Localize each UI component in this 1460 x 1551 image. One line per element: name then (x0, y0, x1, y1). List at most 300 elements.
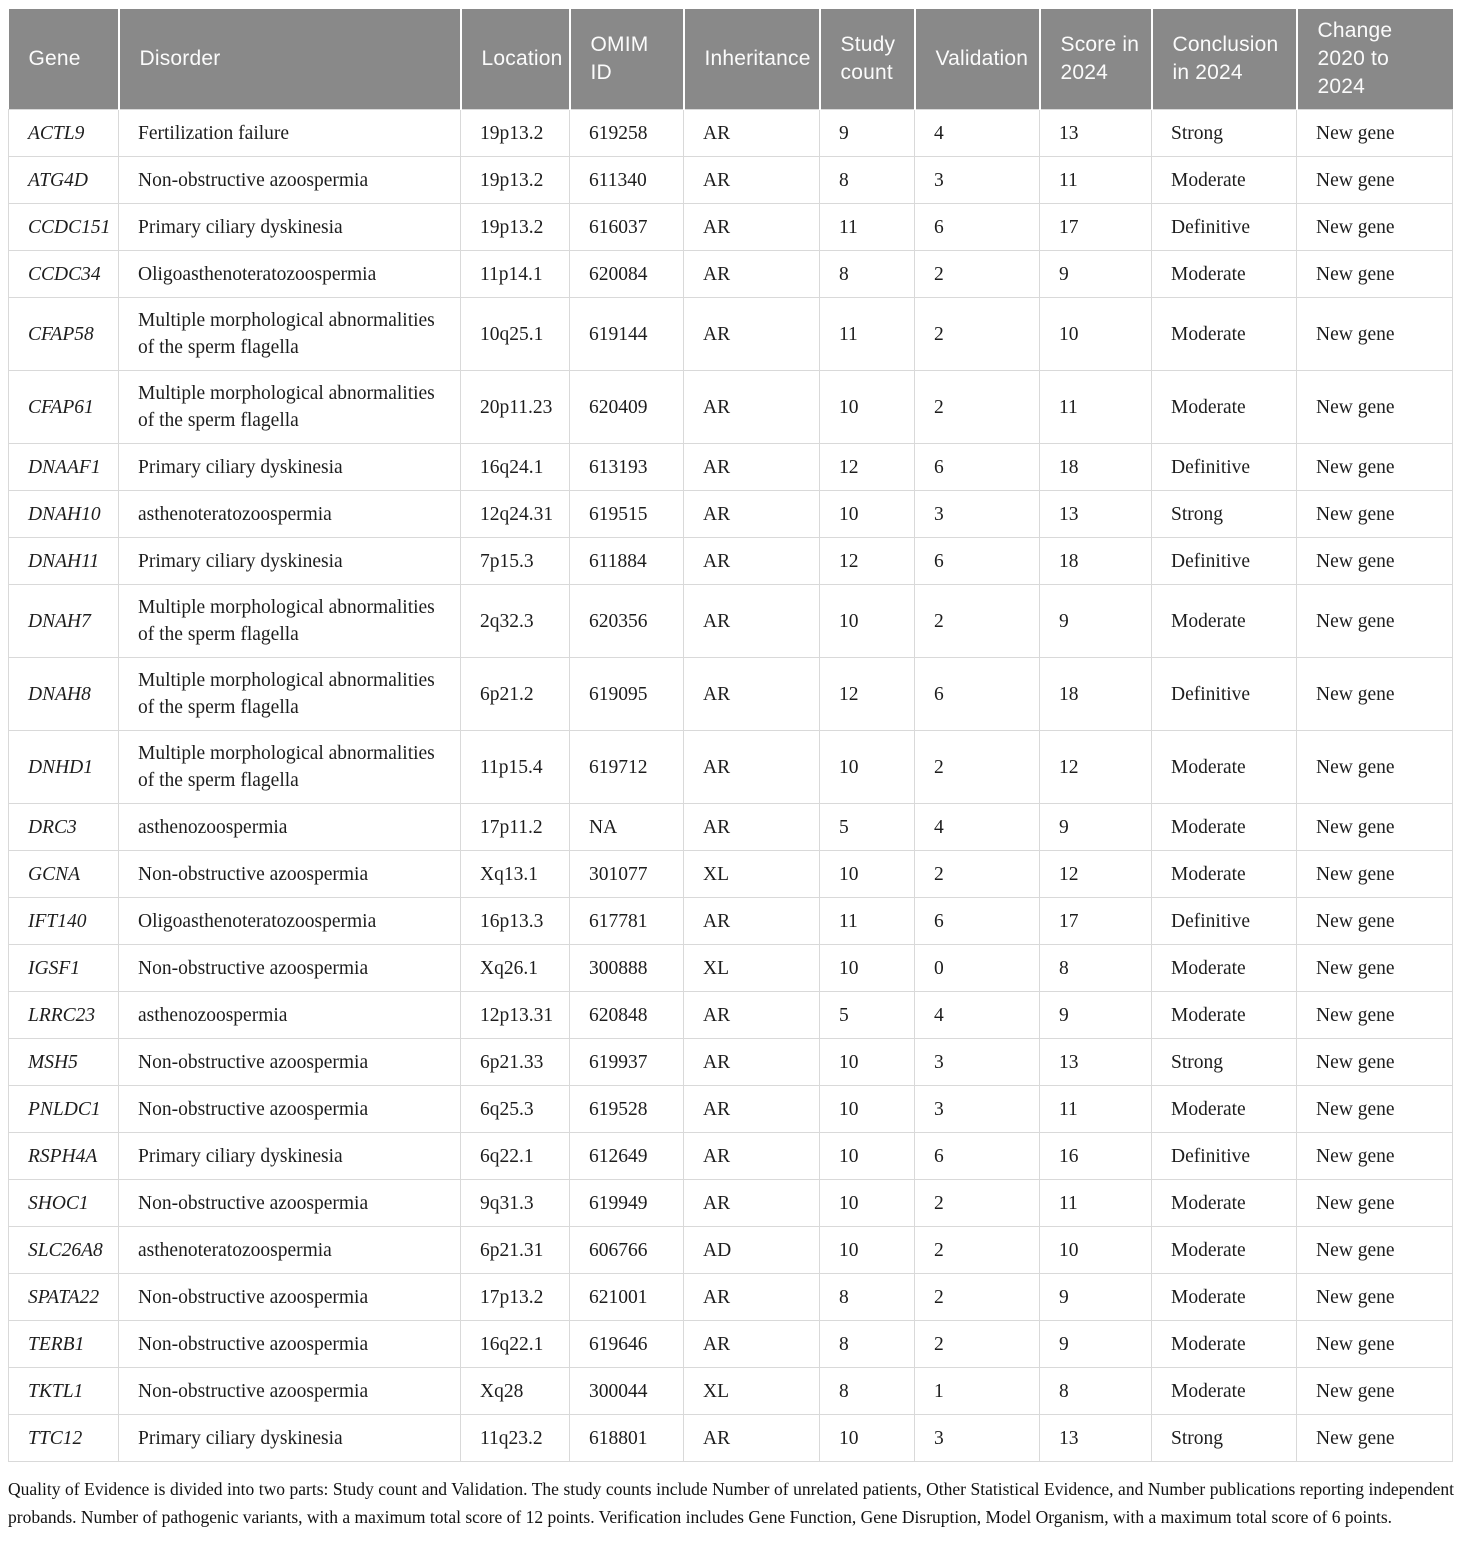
cell-disorder: asthenoteratozoospermia (119, 491, 461, 538)
cell-location: 11p14.1 (461, 251, 570, 298)
cell-gene: SPATA22 (9, 1274, 119, 1321)
cell-conclusion_2024: Moderate (1152, 157, 1297, 204)
cell-change_2020_2024: New gene (1297, 731, 1453, 804)
cell-study_count: 8 (820, 1368, 915, 1415)
cell-disorder: Multiple morphological abnormalities of the sperm flagella (119, 298, 461, 371)
cell-validation: 3 (915, 491, 1040, 538)
cell-inheritance: AR (684, 1086, 820, 1133)
cell-score_2024: 13 (1040, 1039, 1152, 1086)
cell-study_count: 12 (820, 658, 915, 731)
cell-validation: 2 (915, 585, 1040, 658)
cell-disorder: Primary ciliary dyskinesia (119, 1133, 461, 1180)
cell-inheritance: AR (684, 110, 820, 157)
cell-gene: GCNA (9, 851, 119, 898)
cell-change_2020_2024: New gene (1297, 1415, 1453, 1462)
cell-gene: IFT140 (9, 898, 119, 945)
cell-disorder: Non-obstructive azoospermia (119, 851, 461, 898)
cell-score_2024: 8 (1040, 1368, 1152, 1415)
cell-omim_id: NA (570, 804, 684, 851)
cell-omim_id: 620848 (570, 992, 684, 1039)
cell-gene: TERB1 (9, 1321, 119, 1368)
cell-disorder: asthenozoospermia (119, 992, 461, 1039)
cell-omim_id: 619712 (570, 731, 684, 804)
cell-study_count: 10 (820, 1180, 915, 1227)
cell-inheritance: AR (684, 1415, 820, 1462)
cell-conclusion_2024: Moderate (1152, 992, 1297, 1039)
cell-location: 19p13.2 (461, 110, 570, 157)
table-row (9, 157, 1453, 204)
cell-study_count: 10 (820, 851, 915, 898)
cell-inheritance: AR (684, 804, 820, 851)
cell-change_2020_2024: New gene (1297, 992, 1453, 1039)
cell-inheritance: AR (684, 1133, 820, 1180)
cell-inheritance: AR (684, 992, 820, 1039)
cell-change_2020_2024: New gene (1297, 1227, 1453, 1274)
column-header-inheritance: Inheritance (684, 9, 820, 110)
cell-validation: 2 (915, 851, 1040, 898)
table-row (9, 251, 1453, 298)
cell-inheritance: AR (684, 1321, 820, 1368)
cell-conclusion_2024: Moderate (1152, 1274, 1297, 1321)
cell-score_2024: 9 (1040, 992, 1152, 1039)
cell-gene: IGSF1 (9, 945, 119, 992)
cell-change_2020_2024: New gene (1297, 298, 1453, 371)
cell-disorder: Primary ciliary dyskinesia (119, 444, 461, 491)
table-row (9, 804, 1453, 851)
cell-omim_id: 619646 (570, 1321, 684, 1368)
cell-disorder: Oligoasthenoteratozoospermia (119, 898, 461, 945)
cell-location: 17p13.2 (461, 1274, 570, 1321)
cell-study_count: 10 (820, 1086, 915, 1133)
cell-score_2024: 11 (1040, 157, 1152, 204)
cell-change_2020_2024: New gene (1297, 538, 1453, 585)
cell-gene: LRRC23 (9, 992, 119, 1039)
cell-inheritance: XL (684, 945, 820, 992)
cell-conclusion_2024: Strong (1152, 110, 1297, 157)
cell-validation: 2 (915, 371, 1040, 444)
cell-gene: CFAP58 (9, 298, 119, 371)
cell-conclusion_2024: Strong (1152, 491, 1297, 538)
cell-validation: 6 (915, 538, 1040, 585)
cell-gene: SLC26A8 (9, 1227, 119, 1274)
column-header-validation: Validation (915, 9, 1040, 110)
cell-inheritance: AR (684, 251, 820, 298)
cell-location: 6p21.33 (461, 1039, 570, 1086)
cell-disorder: Multiple morphological abnormalities of the sperm flagella (119, 585, 461, 658)
cell-inheritance: AR (684, 585, 820, 658)
cell-disorder: Multiple morphological abnormalities of the sperm flagella (119, 731, 461, 804)
cell-omim_id: 621001 (570, 1274, 684, 1321)
cell-omim_id: 300888 (570, 945, 684, 992)
cell-study_count: 10 (820, 945, 915, 992)
cell-omim_id: 619515 (570, 491, 684, 538)
cell-location: 7p15.3 (461, 538, 570, 585)
cell-location: 6p21.31 (461, 1227, 570, 1274)
cell-omim_id: 619528 (570, 1086, 684, 1133)
table-row (9, 371, 1453, 444)
cell-validation: 6 (915, 898, 1040, 945)
table-header (9, 9, 1453, 110)
cell-study_count: 5 (820, 992, 915, 1039)
cell-validation: 4 (915, 992, 1040, 1039)
cell-location: 19p13.2 (461, 204, 570, 251)
cell-score_2024: 11 (1040, 1180, 1152, 1227)
cell-validation: 3 (915, 1415, 1040, 1462)
cell-omim_id: 619949 (570, 1180, 684, 1227)
cell-validation: 2 (915, 1321, 1040, 1368)
cell-validation: 6 (915, 658, 1040, 731)
cell-score_2024: 10 (1040, 298, 1152, 371)
cell-gene: CCDC151 (9, 204, 119, 251)
cell-conclusion_2024: Definitive (1152, 898, 1297, 945)
cell-study_count: 10 (820, 1039, 915, 1086)
cell-conclusion_2024: Moderate (1152, 251, 1297, 298)
cell-score_2024: 10 (1040, 1227, 1152, 1274)
cell-conclusion_2024: Moderate (1152, 298, 1297, 371)
cell-gene: DNAH10 (9, 491, 119, 538)
table-row (9, 1321, 1453, 1368)
cell-location: 6q22.1 (461, 1133, 570, 1180)
cell-gene: ATG4D (9, 157, 119, 204)
cell-score_2024: 11 (1040, 371, 1152, 444)
cell-omim_id: 611884 (570, 538, 684, 585)
cell-omim_id: 619258 (570, 110, 684, 157)
cell-validation: 2 (915, 731, 1040, 804)
cell-change_2020_2024: New gene (1297, 1086, 1453, 1133)
cell-conclusion_2024: Moderate (1152, 371, 1297, 444)
cell-gene: SHOC1 (9, 1180, 119, 1227)
cell-validation: 4 (915, 110, 1040, 157)
cell-conclusion_2024: Definitive (1152, 1133, 1297, 1180)
cell-inheritance: AR (684, 731, 820, 804)
cell-validation: 6 (915, 1133, 1040, 1180)
table-row (9, 1133, 1453, 1180)
cell-study_count: 8 (820, 1274, 915, 1321)
cell-validation: 6 (915, 204, 1040, 251)
cell-disorder: Oligoasthenoteratozoospermia (119, 251, 461, 298)
cell-study_count: 10 (820, 371, 915, 444)
cell-study_count: 12 (820, 538, 915, 585)
cell-location: 10q25.1 (461, 298, 570, 371)
cell-disorder: Fertilization failure (119, 110, 461, 157)
cell-conclusion_2024: Moderate (1152, 945, 1297, 992)
cell-study_count: 8 (820, 251, 915, 298)
cell-disorder: Non-obstructive azoospermia (119, 1368, 461, 1415)
cell-omim_id: 617781 (570, 898, 684, 945)
table-row (9, 204, 1453, 251)
column-header-score_2024: Score in 2024 (1040, 9, 1152, 110)
cell-disorder: Multiple morphological abnormalities of the sperm flagella (119, 658, 461, 731)
cell-inheritance: AR (684, 491, 820, 538)
cell-conclusion_2024: Strong (1152, 1039, 1297, 1086)
cell-conclusion_2024: Moderate (1152, 851, 1297, 898)
cell-omim_id: 300044 (570, 1368, 684, 1415)
cell-score_2024: 18 (1040, 538, 1152, 585)
cell-location: 11q23.2 (461, 1415, 570, 1462)
cell-change_2020_2024: New gene (1297, 898, 1453, 945)
cell-inheritance: XL (684, 1368, 820, 1415)
cell-score_2024: 9 (1040, 585, 1152, 658)
cell-validation: 4 (915, 804, 1040, 851)
cell-study_count: 11 (820, 204, 915, 251)
cell-omim_id: 620356 (570, 585, 684, 658)
cell-gene: MSH5 (9, 1039, 119, 1086)
cell-omim_id: 613193 (570, 444, 684, 491)
cell-validation: 3 (915, 1039, 1040, 1086)
cell-score_2024: 18 (1040, 658, 1152, 731)
cell-score_2024: 13 (1040, 110, 1152, 157)
cell-location: 16q24.1 (461, 444, 570, 491)
cell-gene: TTC12 (9, 1415, 119, 1462)
cell-conclusion_2024: Moderate (1152, 1180, 1297, 1227)
cell-score_2024: 12 (1040, 731, 1152, 804)
cell-disorder: Non-obstructive azoospermia (119, 1086, 461, 1133)
cell-omim_id: 616037 (570, 204, 684, 251)
cell-validation: 2 (915, 1227, 1040, 1274)
cell-disorder: asthenoteratozoospermia (119, 1227, 461, 1274)
cell-gene: DNHD1 (9, 731, 119, 804)
cell-change_2020_2024: New gene (1297, 1180, 1453, 1227)
cell-omim_id: 619144 (570, 298, 684, 371)
table-row (9, 1086, 1453, 1133)
cell-disorder: Primary ciliary dyskinesia (119, 538, 461, 585)
cell-conclusion_2024: Moderate (1152, 1227, 1297, 1274)
table-body (9, 110, 1453, 1462)
cell-inheritance: AR (684, 1039, 820, 1086)
cell-study_count: 10 (820, 491, 915, 538)
cell-disorder: Multiple morphological abnormalities of the sperm flagella (119, 371, 461, 444)
cell-study_count: 10 (820, 1227, 915, 1274)
cell-gene: DNAAF1 (9, 444, 119, 491)
cell-gene: PNLDC1 (9, 1086, 119, 1133)
table-row (9, 992, 1453, 1039)
cell-inheritance: AR (684, 1274, 820, 1321)
cell-score_2024: 13 (1040, 491, 1152, 538)
cell-study_count: 11 (820, 298, 915, 371)
cell-conclusion_2024: Moderate (1152, 1368, 1297, 1415)
cell-validation: 2 (915, 1274, 1040, 1321)
cell-validation: 2 (915, 251, 1040, 298)
table-row (9, 585, 1453, 658)
cell-study_count: 5 (820, 804, 915, 851)
cell-change_2020_2024: New gene (1297, 157, 1453, 204)
table-footnote: Quality of Evidence is divided into two parts: Study count and Validation. The study counts include Number of unrelated patients, Other Statistical Evidence, and Number publications reporting independent probands. Number of pathogenic variants, with a maximum total score of 12 points. Verification includes Gene Function, Gene Disruption, Model Organism, with a maximum total score of 6 points. (8, 1479, 1454, 1527)
cell-gene: ACTL9 (9, 110, 119, 157)
cell-location: 16q22.1 (461, 1321, 570, 1368)
cell-conclusion_2024: Definitive (1152, 444, 1297, 491)
table-row (9, 110, 1453, 157)
cell-change_2020_2024: New gene (1297, 945, 1453, 992)
cell-change_2020_2024: New gene (1297, 1133, 1453, 1180)
cell-score_2024: 9 (1040, 251, 1152, 298)
cell-conclusion_2024: Definitive (1152, 204, 1297, 251)
cell-conclusion_2024: Moderate (1152, 1321, 1297, 1368)
cell-location: 11p15.4 (461, 731, 570, 804)
cell-score_2024: 9 (1040, 1321, 1152, 1368)
cell-location: Xq26.1 (461, 945, 570, 992)
cell-omim_id: 619095 (570, 658, 684, 731)
header-row (9, 9, 1453, 110)
table-row (9, 1415, 1453, 1462)
cell-disorder: Non-obstructive azoospermia (119, 1274, 461, 1321)
cell-disorder: Primary ciliary dyskinesia (119, 1415, 461, 1462)
cell-change_2020_2024: New gene (1297, 204, 1453, 251)
cell-omim_id: 618801 (570, 1415, 684, 1462)
cell-inheritance: AR (684, 1180, 820, 1227)
cell-validation: 1 (915, 1368, 1040, 1415)
cell-inheritance: AR (684, 371, 820, 444)
cell-change_2020_2024: New gene (1297, 658, 1453, 731)
cell-conclusion_2024: Moderate (1152, 585, 1297, 658)
cell-omim_id: 620409 (570, 371, 684, 444)
column-header-gene: Gene (9, 9, 119, 110)
cell-location: 6p21.2 (461, 658, 570, 731)
cell-validation: 2 (915, 1180, 1040, 1227)
cell-validation: 2 (915, 298, 1040, 371)
cell-inheritance: AR (684, 538, 820, 585)
cell-change_2020_2024: New gene (1297, 110, 1453, 157)
cell-location: Xq28 (461, 1368, 570, 1415)
table-row (9, 538, 1453, 585)
cell-score_2024: 11 (1040, 1086, 1152, 1133)
cell-score_2024: 8 (1040, 945, 1152, 992)
cell-conclusion_2024: Definitive (1152, 658, 1297, 731)
column-header-change_2020_2024: Change 2020 to 2024 (1297, 9, 1453, 110)
cell-location: 12p13.31 (461, 992, 570, 1039)
cell-omim_id: 301077 (570, 851, 684, 898)
column-header-location: Location (461, 9, 570, 110)
cell-study_count: 12 (820, 444, 915, 491)
cell-change_2020_2024: New gene (1297, 585, 1453, 658)
cell-change_2020_2024: New gene (1297, 1321, 1453, 1368)
table-row (9, 1274, 1453, 1321)
cell-location: 9q31.3 (461, 1180, 570, 1227)
table-row (9, 851, 1453, 898)
cell-study_count: 10 (820, 731, 915, 804)
cell-study_count: 10 (820, 1133, 915, 1180)
cell-location: 12q24.31 (461, 491, 570, 538)
gene-evidence-table (8, 9, 1453, 1462)
cell-location: 20p11.23 (461, 371, 570, 444)
cell-omim_id: 619937 (570, 1039, 684, 1086)
cell-change_2020_2024: New gene (1297, 491, 1453, 538)
table-row (9, 945, 1453, 992)
cell-study_count: 9 (820, 110, 915, 157)
cell-omim_id: 612649 (570, 1133, 684, 1180)
cell-change_2020_2024: New gene (1297, 851, 1453, 898)
cell-conclusion_2024: Definitive (1152, 538, 1297, 585)
cell-disorder: Non-obstructive azoospermia (119, 1321, 461, 1368)
cell-disorder: Non-obstructive azoospermia (119, 1039, 461, 1086)
cell-inheritance: AR (684, 898, 820, 945)
cell-gene: TKTL1 (9, 1368, 119, 1415)
table-row (9, 491, 1453, 538)
cell-disorder: Non-obstructive azoospermia (119, 157, 461, 204)
cell-omim_id: 620084 (570, 251, 684, 298)
cell-validation: 0 (915, 945, 1040, 992)
column-header-omim_id: OMIM ID (570, 9, 684, 110)
table-row (9, 444, 1453, 491)
table-row (9, 1368, 1453, 1415)
cell-score_2024: 17 (1040, 898, 1152, 945)
cell-study_count: 10 (820, 585, 915, 658)
cell-location: 2q32.3 (461, 585, 570, 658)
cell-change_2020_2024: New gene (1297, 1039, 1453, 1086)
cell-change_2020_2024: New gene (1297, 804, 1453, 851)
column-header-disorder: Disorder (119, 9, 461, 110)
cell-gene: RSPH4A (9, 1133, 119, 1180)
cell-gene: CFAP61 (9, 371, 119, 444)
column-header-study_count: Study count (820, 9, 915, 110)
cell-score_2024: 9 (1040, 804, 1152, 851)
cell-inheritance: AR (684, 157, 820, 204)
cell-location: 6q25.3 (461, 1086, 570, 1133)
cell-inheritance: XL (684, 851, 820, 898)
cell-score_2024: 18 (1040, 444, 1152, 491)
cell-conclusion_2024: Moderate (1152, 731, 1297, 804)
cell-conclusion_2024: Moderate (1152, 804, 1297, 851)
cell-change_2020_2024: New gene (1297, 251, 1453, 298)
cell-location: 16p13.3 (461, 898, 570, 945)
cell-inheritance: AR (684, 658, 820, 731)
table-row (9, 1227, 1453, 1274)
cell-conclusion_2024: Moderate (1152, 1086, 1297, 1133)
table-row (9, 731, 1453, 804)
cell-gene: DNAH11 (9, 538, 119, 585)
cell-gene: DRC3 (9, 804, 119, 851)
cell-study_count: 10 (820, 1415, 915, 1462)
cell-disorder: asthenozoospermia (119, 804, 461, 851)
cell-disorder: Primary ciliary dyskinesia (119, 204, 461, 251)
cell-inheritance: AR (684, 204, 820, 251)
cell-location: Xq13.1 (461, 851, 570, 898)
table-row (9, 898, 1453, 945)
cell-disorder: Non-obstructive azoospermia (119, 945, 461, 992)
cell-study_count: 11 (820, 898, 915, 945)
table-row (9, 1039, 1453, 1086)
table-row (9, 658, 1453, 731)
cell-change_2020_2024: New gene (1297, 1274, 1453, 1321)
cell-validation: 6 (915, 444, 1040, 491)
cell-omim_id: 606766 (570, 1227, 684, 1274)
cell-disorder: Non-obstructive azoospermia (119, 1180, 461, 1227)
cell-location: 19p13.2 (461, 157, 570, 204)
cell-change_2020_2024: New gene (1297, 1368, 1453, 1415)
cell-gene: DNAH8 (9, 658, 119, 731)
cell-score_2024: 9 (1040, 1274, 1152, 1321)
cell-inheritance: AR (684, 444, 820, 491)
cell-score_2024: 12 (1040, 851, 1152, 898)
cell-location: 17p11.2 (461, 804, 570, 851)
cell-validation: 3 (915, 1086, 1040, 1133)
cell-change_2020_2024: New gene (1297, 371, 1453, 444)
table-row (9, 1180, 1453, 1227)
cell-gene: DNAH7 (9, 585, 119, 658)
cell-score_2024: 16 (1040, 1133, 1152, 1180)
cell-conclusion_2024: Strong (1152, 1415, 1297, 1462)
cell-change_2020_2024: New gene (1297, 444, 1453, 491)
cell-study_count: 8 (820, 1321, 915, 1368)
column-header-conclusion_2024: Conclusion in 2024 (1152, 9, 1297, 110)
cell-validation: 3 (915, 157, 1040, 204)
cell-inheritance: AR (684, 298, 820, 371)
cell-gene: CCDC34 (9, 251, 119, 298)
cell-inheritance: AD (684, 1227, 820, 1274)
cell-study_count: 8 (820, 157, 915, 204)
table-row (9, 298, 1453, 371)
cell-score_2024: 17 (1040, 204, 1152, 251)
cell-omim_id: 611340 (570, 157, 684, 204)
